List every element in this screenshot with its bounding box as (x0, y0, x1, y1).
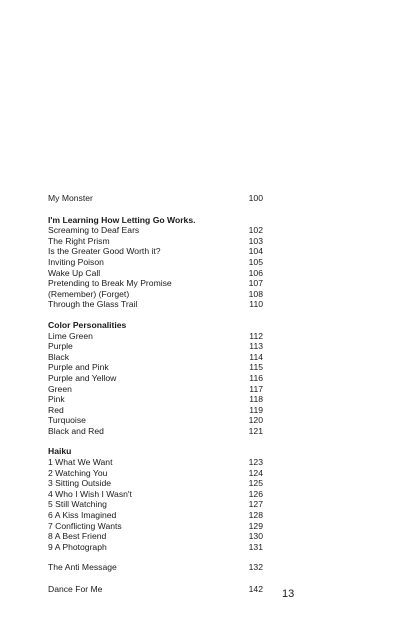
toc-entry (48, 268, 263, 279)
toc-entry (48, 415, 263, 426)
toc-entry-page: 104 (248, 246, 263, 257)
toc-entry-page: 123 (248, 457, 263, 468)
toc-entry-title: The Right Prism (48, 235, 110, 246)
toc-entry-title: The Anti Message (48, 562, 117, 573)
toc-entry-title: 9 A Photograph (48, 541, 107, 552)
toc-entry (48, 405, 263, 416)
toc-entry-page: 103 (248, 235, 263, 246)
toc-entry (48, 246, 263, 257)
toc-entry-page: 132 (248, 562, 263, 573)
toc-entry (48, 341, 263, 352)
toc-entry-page: 105 (248, 256, 263, 267)
toc-entry-title: 4 Who I Wish I Wasn't (48, 488, 132, 499)
toc-entry-page: 128 (248, 510, 263, 521)
toc-entry-title: Screaming to Deaf Ears (48, 225, 140, 236)
toc-entry (48, 426, 263, 437)
toc-entry-title: Wake Up Call (48, 267, 101, 278)
toc-section-heading: Color Personalities (48, 319, 127, 330)
toc-entry-page: 114 (249, 351, 263, 362)
toc-section-heading: Haiku (48, 446, 72, 457)
toc-entry (48, 257, 263, 268)
toc-entry-title: 1 What We Want (48, 457, 113, 468)
toc-entry-title: Lime Green (48, 330, 93, 341)
toc-entry (48, 193, 263, 204)
toc-entry-title: Dance For Me (48, 584, 103, 594)
page-number: 13 (282, 588, 295, 600)
toc-entry (48, 584, 263, 595)
toc-entry-page: 130 (248, 531, 263, 542)
toc-entry-page: 106 (248, 267, 263, 278)
toc-entry-title: 6 A Kiss Imagined (48, 510, 117, 521)
toc-entry-page: 102 (248, 225, 263, 236)
toc-entry-title: Turquoise (48, 415, 86, 426)
toc-entry-page: 107 (248, 278, 263, 289)
toc-entry-title: Purple and Yellow (48, 372, 117, 383)
toc-entry-page: 115 (249, 362, 263, 373)
toc-entry-page: 113 (249, 341, 263, 352)
toc-entry (48, 362, 263, 373)
toc-entry (48, 489, 263, 500)
toc-entry-page: 100 (248, 193, 263, 203)
toc-section-heading: I'm Learning How Letting Go Works. (48, 214, 196, 225)
toc-entry-title: Purple (48, 341, 73, 352)
toc-entry (48, 542, 263, 553)
toc-entry (48, 352, 263, 363)
toc-entry (48, 384, 263, 395)
toc-entry-page: 142 (248, 584, 263, 594)
toc-entry (48, 478, 263, 489)
toc-entry-title: (Remember) (Forget) (48, 288, 130, 299)
toc-entry-title: 2 Watching You (48, 467, 108, 478)
toc-entry-title: Pretending to Break My Promise (48, 278, 172, 289)
toc-entry (48, 299, 263, 310)
toc-entry (48, 457, 263, 468)
toc-entry-title: Is the Greater Good Worth it? (48, 246, 161, 257)
toc-entry-title: Green (48, 383, 72, 394)
toc-entry-title: 5 Still Watching (48, 499, 107, 510)
toc-entry-title: Red (48, 404, 64, 415)
toc-entry-page: 126 (248, 488, 263, 499)
toc-entry-title: Pink (48, 394, 65, 405)
toc-entry-page: 118 (249, 394, 263, 405)
toc-entry (48, 510, 263, 521)
toc-entry-page: 125 (248, 478, 263, 489)
toc-entry (48, 373, 263, 384)
table-of-contents (48, 193, 263, 595)
toc-entry-page: 108 (248, 288, 263, 299)
toc-entry-title: Black (48, 351, 70, 362)
toc-entry-page: 112 (249, 330, 263, 341)
toc-entry-title: 7 Conflicting Wants (48, 520, 122, 531)
toc-entry-page: 124 (248, 467, 263, 478)
toc-entry-page: 120 (248, 415, 263, 426)
toc-entry (48, 394, 263, 405)
toc-entry (48, 531, 263, 542)
toc-entry-title: Inviting Poison (48, 256, 104, 267)
toc-entry-page: 131 (248, 541, 263, 552)
toc-entry-page: 121 (248, 425, 263, 436)
toc-entry-title: Black and Red (48, 425, 104, 436)
toc-entry-page: 127 (248, 499, 263, 510)
toc-entry-title: Purple and Pink (48, 362, 109, 373)
toc-entry (48, 562, 263, 573)
toc-entry-title: 3 Sitting Outside (48, 478, 112, 489)
toc-entry-title: 8 A Best Friend (48, 531, 107, 542)
toc-entry (48, 289, 263, 300)
toc-entry (48, 236, 263, 247)
toc-entry-title: My Monster (48, 193, 93, 203)
toc-entry (48, 278, 263, 289)
toc-entry-page: 116 (249, 372, 263, 383)
toc-entry-title: Through the Glass Trail (48, 299, 138, 310)
toc-entry (48, 331, 263, 342)
toc-entry (48, 225, 263, 236)
toc-entry-page: 129 (248, 520, 263, 531)
toc-entry (48, 499, 263, 510)
toc-entry (48, 521, 263, 532)
toc-entry-page: 117 (249, 383, 263, 394)
toc-entry-page: 110 (249, 299, 263, 310)
toc-entry-page: 119 (249, 404, 263, 415)
toc-entry (48, 468, 263, 479)
